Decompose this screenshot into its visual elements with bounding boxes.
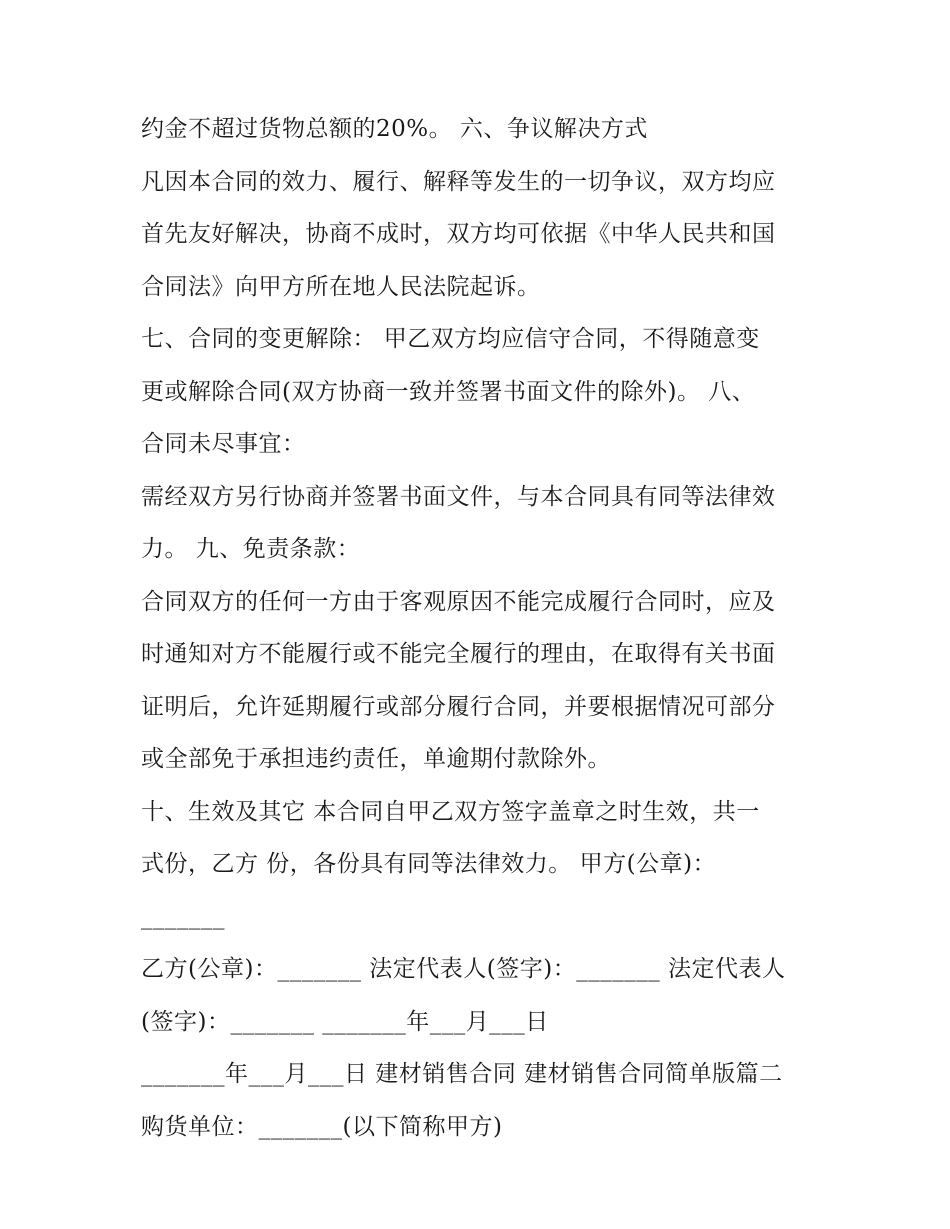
text-line: _______年___月___日 建材销售合同 建材销售合同简单版篇二 (141, 1061, 783, 1087)
text-line: 合同未尽事宜： (141, 431, 306, 457)
text-line: 十、生效及其它 本合同自甲乙双方签字盖章之时生效，共一 (141, 798, 760, 825)
text-line: 凡因本合同的效力、履行、解释等发生的一切争议，双方均应 (141, 168, 776, 195)
text-line: 七、合同的变更解除： 甲乙双方均应信守合同，不得随意变 (141, 326, 760, 352)
text-line: (签字)：_______ _______年___月___日 (141, 1008, 549, 1035)
text-line: 证明后，允许延期履行或部分履行合同，并要根据情况可部分 (141, 693, 776, 720)
text-line: 乙方(公章)：_______ 法定代表人(签字)：_______ 法定代表人 (141, 956, 786, 982)
text-line: _______ (141, 903, 225, 930)
text-line: 需经双方另行协商并签署书面文件，与本合同具有同等法律效 (141, 483, 776, 510)
text-line: 购货单位：_______(以下简称甲方) (141, 1113, 503, 1140)
contract-text (141, 103, 821, 1153)
text-line: 更或解除合同(双方协商一致并签署书面文件的除外)。 八、 (141, 378, 756, 405)
text-line: 式份，乙方 份，各份具有同等法律效力。 甲方(公章)： (141, 851, 717, 877)
text-line: 合同法》向甲方所在地人民法院起诉。 (141, 273, 541, 300)
text-line: 约金不超过货物总额的20%。 六、争议解决方式 (141, 116, 648, 142)
text-line: 力。 九、免责条款： (141, 536, 361, 562)
text-line: 时通知对方不能履行或不能完全履行的理由，在取得有关书面 (141, 641, 776, 667)
text-line: 或全部免于承担违约责任，单逾期付款除外。 (141, 746, 611, 772)
text-line: 首先友好解决，协商不成时，双方均可依据《中华人民共和国 (141, 221, 776, 247)
text-line: 合同双方的任何一方由于客观原因不能完成履行合同时，应及 (141, 588, 776, 615)
